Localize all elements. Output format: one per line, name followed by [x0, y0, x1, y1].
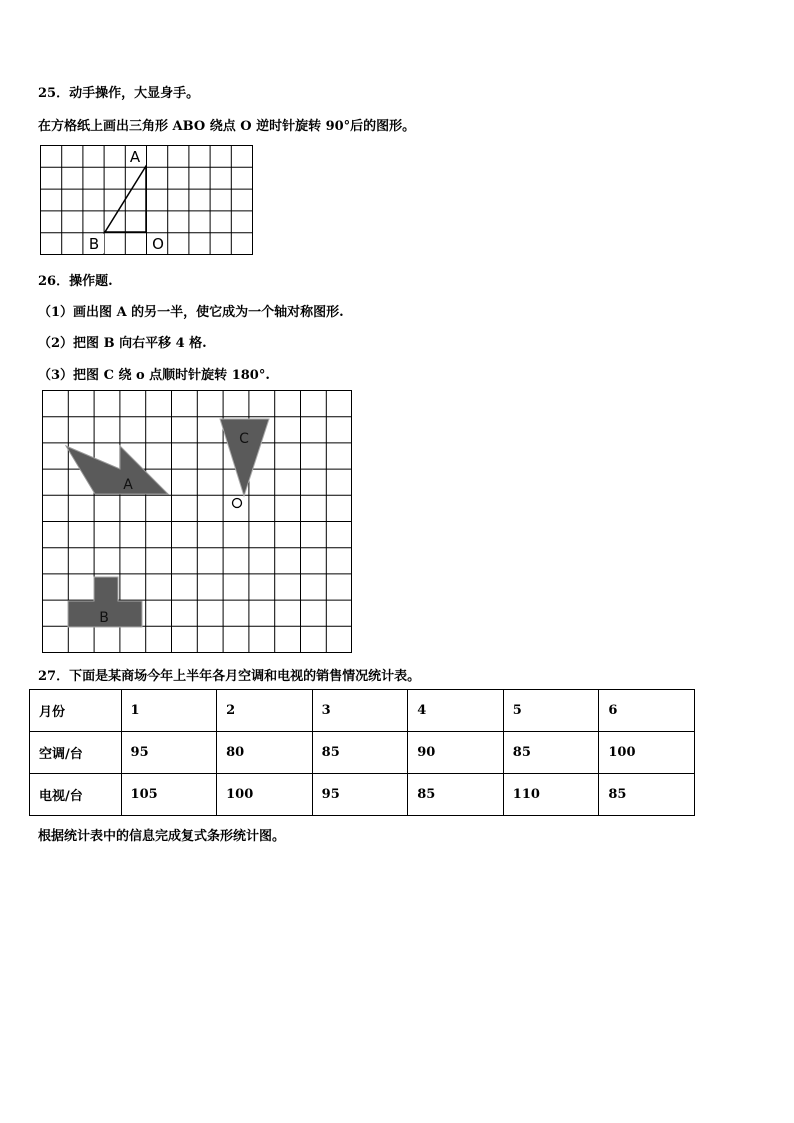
table-cell: 85	[503, 732, 599, 774]
table-cell: 110	[503, 774, 599, 816]
table-cell: 80	[217, 732, 313, 774]
table-cell: 电视/台	[30, 774, 122, 816]
q25-heading: 25．动手操作，大显身手。	[38, 86, 200, 101]
table-cell: 85	[408, 774, 504, 816]
label-a: A	[129, 148, 141, 166]
table-cell: 100	[217, 774, 313, 816]
table-cell: 6	[599, 690, 695, 732]
table-cell: 月份	[30, 690, 122, 732]
table-row-months	[30, 690, 695, 732]
table-cell: 95	[121, 732, 217, 774]
table-cell: 3	[312, 690, 408, 732]
table-cell: 1	[121, 690, 217, 732]
label-b: B	[88, 235, 100, 253]
label-shape-c: C	[239, 431, 249, 447]
sales-table	[29, 689, 695, 816]
table-cell: 90	[408, 732, 504, 774]
table-row-televisions	[30, 774, 695, 816]
q26-item-3: （3）把图 C 绕 o 点顺时针旋转 180°.	[38, 368, 270, 383]
q25-grid-figure	[40, 145, 256, 257]
q26-grid-figure	[40, 390, 356, 656]
table-cell: 5	[503, 690, 599, 732]
q26-item-1: （1）画出图 A 的另一半，使它成为一个轴对称图形.	[38, 305, 344, 320]
q27-footer: 根据统计表中的信息完成复式条形统计图。	[38, 829, 286, 844]
table-cell: 95	[312, 774, 408, 816]
label-shape-a: A	[123, 477, 133, 493]
label-shape-b: B	[99, 610, 109, 626]
q25-instruction: 在方格纸上画出三角形 ABO 绕点 O 逆时针旋转 90°后的图形。	[38, 119, 416, 134]
label-o: O	[152, 235, 164, 253]
table-cell: 4	[408, 690, 504, 732]
shape-a	[66, 446, 168, 494]
table-cell: 85	[312, 732, 408, 774]
table-cell: 85	[599, 774, 695, 816]
q27-heading: 27．下面是某商场今年上半年各月空调和电视的销售情况统计表。	[38, 669, 421, 684]
table-cell: 100	[599, 732, 695, 774]
q26-heading: 26．操作题.	[38, 274, 113, 289]
table-cell: 105	[121, 774, 217, 816]
table-cell: 空调/台	[30, 732, 122, 774]
q26-item-2: （2）把图 B 向右平移 4 格.	[38, 336, 207, 351]
table-cell: 2	[217, 690, 313, 732]
point-o	[233, 499, 242, 508]
table-row-air-conditioners	[30, 732, 695, 774]
